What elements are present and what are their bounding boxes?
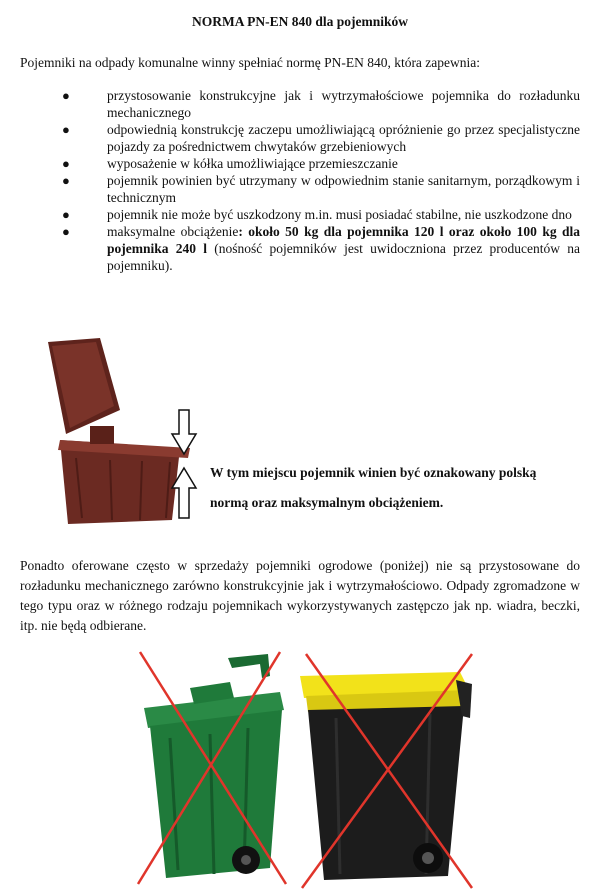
callout-line-1: W tym miejscu pojemnik winien być oznakowany polską (210, 465, 537, 480)
document-title: NORMA PN-EN 840 dla pojemników (191, 14, 408, 29)
list-item (0, 172, 600, 206)
requirements-list (0, 87, 600, 274)
list-item-text: pojemnik powinien być utrzymany w odpowiednim stanie sanitarnym, porządkowym i technicznym (107, 173, 580, 205)
list-item-text: przystosowanie konstrukcyjne jak i wytrzymałościowe pojemnika do rozładunku mechanicznego (107, 88, 580, 120)
list-item (0, 155, 600, 172)
brown-bin-illustration (30, 330, 210, 530)
black-yellow-garden-bin (300, 672, 472, 880)
list-item (0, 87, 600, 121)
bullet-dot: ● (62, 156, 70, 171)
list-item (0, 121, 600, 155)
callout-line-2: normą oraz maksymalnym obciążeniem. (210, 495, 444, 510)
bullet-dot: ● (62, 207, 70, 222)
list-item-text: odpowiednią konstrukcję zaczepu umożliwiającą opróżnienie go przez specjalistyczne pojazdy za pośrednictwem chwytaków grzebieniowych (107, 122, 580, 154)
list-item (0, 206, 600, 223)
bullet-dot: ● (62, 88, 70, 103)
list-item-text: maksymalne obciążenie (107, 224, 239, 239)
intro-paragraph: Pojemniki na odpady komunalne winny spełniać normę PN-EN 840, która zapewnia: (20, 55, 481, 70)
bullet-dot: ● (62, 173, 70, 188)
marking-callout (210, 458, 580, 518)
list-item-text: wyposażenie w kółka umożliwiające przemieszczanie (107, 156, 398, 171)
list-item (0, 223, 600, 274)
bullet-dot: ● (62, 224, 70, 239)
crossed-out-garden-bins (130, 648, 480, 893)
garden-bins-paragraph: Ponadto oferowane często w sprzedaży pojemniki ogrodowe (poniżej) nie są przystosowane do rozładunku mechanicznego zarówno konstrukcyjnie jak i wytrzymałościowo. Odpady zgromadzone w tego typu oraz w różnego rodzaju pojemnikach wykorzystywanych zastępczo jak np. wiadra, beczki, itp. nie będą odbierane. (20, 558, 580, 633)
list-item-suffix: (nośność pojemników jest uwidoczniona przez producentów na pojemniku). (107, 241, 581, 273)
bullet-dot: ● (62, 122, 70, 137)
list-item-text: pojemnik nie może być uszkodzony m.in. musi posiadać stabilne, nie uszkodzone dno (107, 207, 572, 222)
green-garden-bin (144, 654, 284, 878)
max-load-bold-text: : około 50 kg dla pojemnika 120 l oraz około 100 kg dla pojemnika 240 l (107, 224, 580, 256)
